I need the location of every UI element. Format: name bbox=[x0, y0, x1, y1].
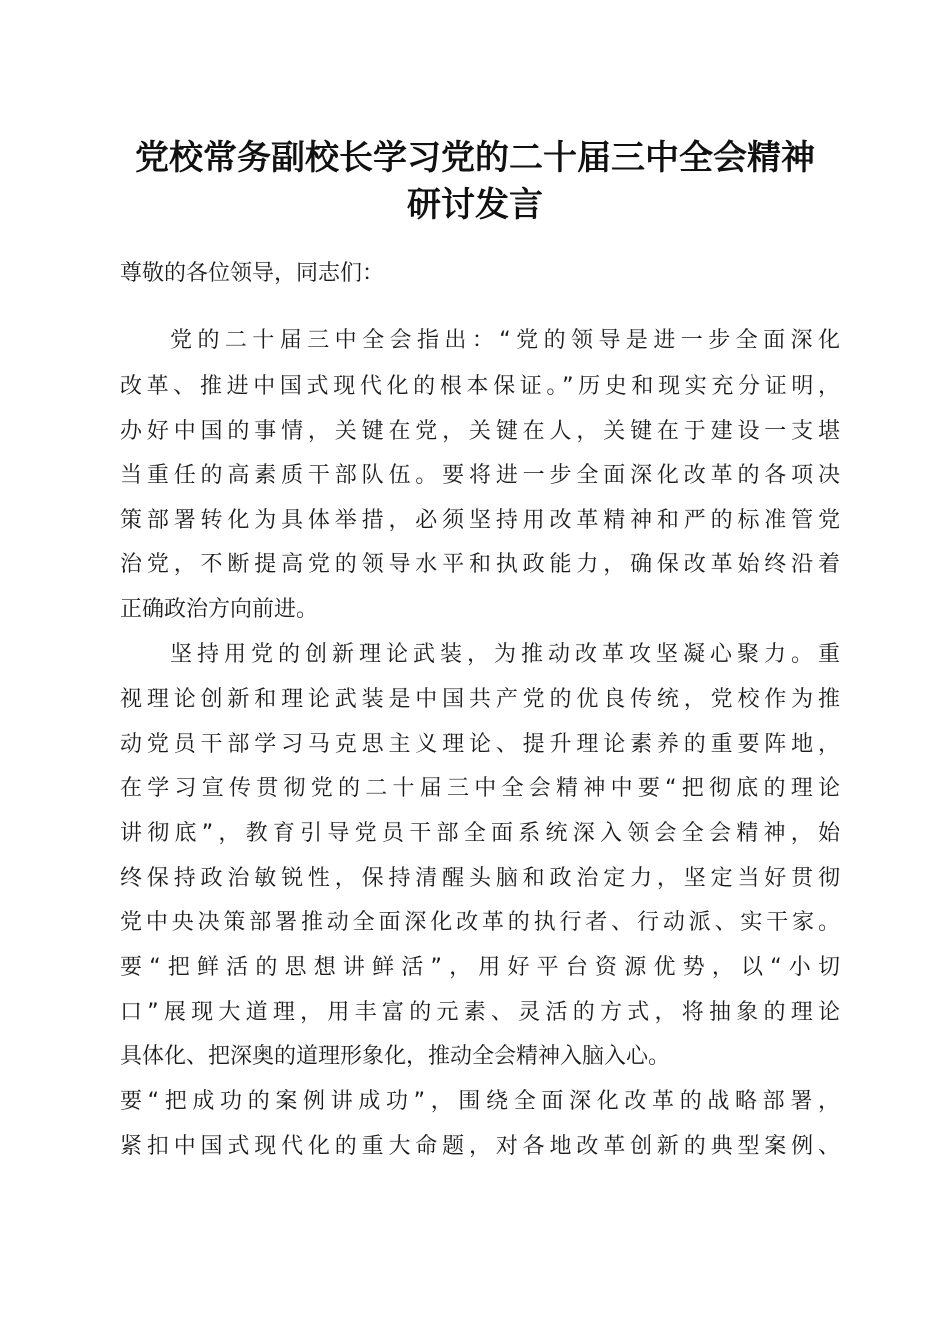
body-line: 具体化、把深奥的道理形象化，推动全会精神入脑入心。 bbox=[120, 1044, 671, 1069]
body-line: 策部署转化为具体举措，必须坚持用改革精神和严的标准管党 bbox=[120, 508, 840, 533]
body-line: 终保持政治敏锐性，保持清醒头脑和政治定力，坚定当好贯彻 bbox=[120, 866, 840, 891]
body-line: 当重任的高素质干部队伍。要将进一步全面深化改革的各项决 bbox=[120, 463, 840, 488]
body-line: 要“把鲜活的思想讲鲜活”，用好平台资源优势，以“小切 bbox=[120, 955, 840, 980]
document-title-line-2: 研讨发言 bbox=[407, 185, 543, 225]
body-line: 党的二十届三中全会指出：“党的领导是进一步全面深化 bbox=[170, 328, 840, 353]
body-line: 坚持用党的创新理论武装，为推动改革攻坚凝心聚力。重 bbox=[170, 642, 840, 667]
body-line: 动党员干部学习马克思主义理论、提升理论素养的重要阵地， bbox=[120, 732, 840, 757]
body-line: 要“把成功的案例讲成功”，围绕全面深化改革的战略部署， bbox=[120, 1089, 840, 1114]
body-line: 在学习宣传贯彻党的二十届三中全会精神中要“把彻底的理论 bbox=[120, 776, 840, 801]
salutation: 尊敬的各位领导，同志们： bbox=[120, 261, 385, 286]
body-line: 党中央决策部署推动全面深化改革的执行者、行动派、实干家。 bbox=[120, 910, 840, 935]
body-line: 正确政治方向前进。 bbox=[120, 597, 319, 622]
body-line: 讲彻底”，教育引导党员干部全面系统深入领会全会精神，始 bbox=[120, 821, 840, 846]
body-line: 紧扣中国式现代化的重大命题，对各地改革创新的典型案例、 bbox=[120, 1134, 840, 1159]
body-line: 视理论创新和理论武装是中国共产党的优良传统，党校作为推 bbox=[120, 687, 840, 712]
body-line: 办好中国的事情，关键在党，关键在人，关键在于建设一支堪 bbox=[120, 419, 840, 444]
body-line: 治党，不断提高党的领导水平和执政能力，确保改革始终沿着 bbox=[120, 552, 840, 577]
document-title-line-1: 党校常务副校长学习党的二十届三中全会精神 bbox=[135, 138, 815, 178]
body-line: 改革、推进中国式现代化的根本保证。”历史和现实充分证明， bbox=[120, 374, 840, 399]
body-line: 口”展现大道理，用丰富的元素、灵活的方式，将抽象的理论 bbox=[120, 1000, 840, 1025]
